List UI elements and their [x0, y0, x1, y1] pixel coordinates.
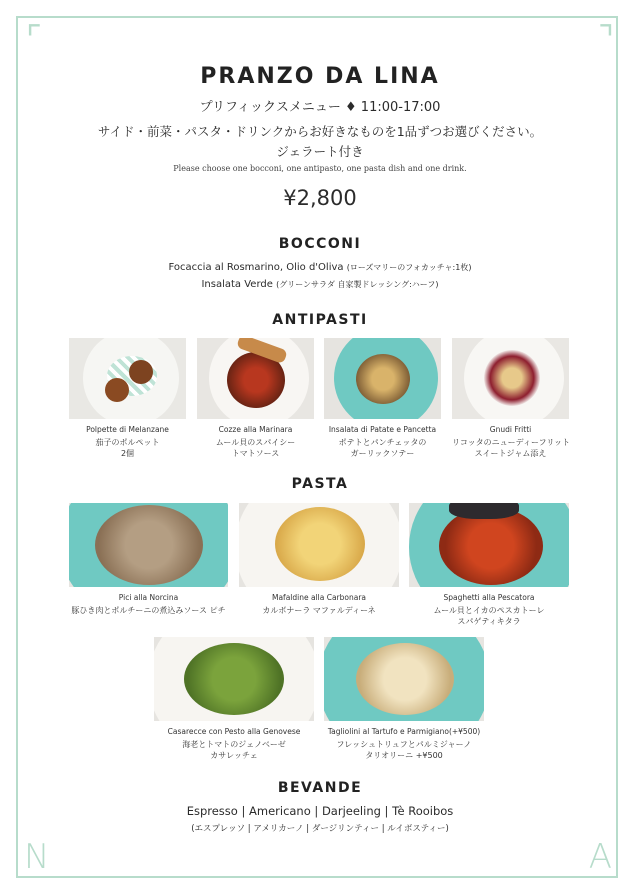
dish-description: カサレッチェ: [210, 751, 258, 760]
dish-name: Cozze alla Marinara: [218, 425, 293, 434]
dish-description: リコッタのニューディーフリット: [452, 438, 570, 447]
bocconi-item: [0, 262, 640, 273]
dish-description: 海老とトマトのジェノベーゼ: [182, 740, 286, 749]
dish-name: Casarecce con Pesto alla Genovese: [167, 727, 301, 736]
corner-logo-a: A: [588, 837, 612, 877]
dish-photo-pici: [69, 503, 228, 587]
bocconi-item-jp: (ローズマリーのフォカッチャ:1枚): [346, 263, 472, 272]
dish-photo-tagliolini: [324, 637, 484, 721]
dish-description: ムール貝のスパイシー: [215, 438, 296, 447]
dish-card: [324, 637, 484, 761]
dish-description: フレッシュトリュフとパルミジャーノ: [336, 740, 472, 749]
dish-name: Pici alla Norcina: [118, 593, 179, 602]
dish-name: Insalata di Patate e Pancetta: [328, 425, 437, 434]
dish-photo-gnudi: [452, 338, 569, 419]
dish-description: ムール貝とイカのペスカトーレ: [433, 606, 545, 615]
dish-description: カルボナーラ マファルディーネ: [262, 606, 376, 615]
dish-description: 茄子のポルペット: [95, 438, 160, 447]
dish-photo-pescatora: [409, 503, 569, 587]
dish-name: Mafaldine alla Carbonara: [271, 593, 367, 602]
dish-description: トマトソース: [231, 449, 280, 458]
dish-photo-casarecce: [154, 637, 314, 721]
dish-photo-cozze: [197, 338, 314, 419]
dish-description: 豚ひき肉とポルチーニの煮込みソース ピチ: [71, 606, 226, 615]
dish-photo-polpette: [69, 338, 186, 419]
bocconi-item: [0, 279, 640, 290]
corner-logo-n: N: [24, 837, 50, 877]
gelato-note: ジェラート付き: [276, 144, 364, 159]
dish-card: [324, 338, 441, 459]
dish-photo-insalata: [324, 338, 441, 419]
bocconi-item-name: Insalata Verde: [201, 279, 273, 290]
section-heading-pasta: PASTA: [291, 476, 349, 492]
bocconi-item-jp: (グリーンサラダ 自家製ドレッシング:ハーフ): [276, 280, 439, 289]
dish-card: [239, 503, 399, 616]
section-heading-bevande: BEVANDE: [277, 780, 363, 796]
dish-description: ガーリックソテー: [350, 449, 415, 458]
menu-price: ¥2,800: [283, 186, 357, 210]
dish-description: スイートジャム添え: [474, 449, 547, 458]
intro-japanese: サイド・前菜・パスタ・ドリンクからお好きなものを1品ずつお選びください。: [97, 124, 543, 139]
bocconi-item-name: Focaccia al Rosmarino, Olio d'Oliva: [168, 262, 344, 273]
corner-ornament-top-right: ⌝: [598, 19, 614, 59]
dish-card: [154, 637, 314, 761]
intro-english: Please choose one bocconi, one antipasto, one pasta dish and one drink.: [173, 164, 467, 173]
dish-description: 2個: [120, 449, 135, 458]
drinks-list: Espresso | Americano | Darjeeling | Tè Rooibos: [186, 804, 454, 818]
dish-name: Tagliolini al Tartufo e Parmigiano(+¥500): [327, 727, 481, 736]
menu-title: PRANZO DA LINA: [200, 64, 440, 89]
dish-card: [409, 503, 569, 627]
section-heading-bocconi: BOCCONI: [278, 236, 362, 252]
dish-name: Gnudi Fritti: [489, 425, 532, 434]
drinks-list-japanese: (エスプレッソ | アメリカーノ | ダージリンティー | ルイボスティー): [191, 824, 449, 834]
dish-description: スパゲティキタラ: [457, 617, 521, 626]
dish-card: [69, 503, 228, 616]
corner-ornament-top-left: ⌜: [26, 19, 42, 59]
dish-description: タリオリーニ +¥500: [365, 751, 443, 760]
dish-photo-mafaldine: [239, 503, 399, 587]
dish-description: ポテトとパンチェッタの: [338, 438, 427, 447]
dish-name: Spaghetti alla Pescatora: [443, 593, 535, 602]
dish-card: [69, 338, 186, 459]
section-heading-antipasti: ANTIPASTI: [272, 312, 368, 328]
dish-name: Polpette di Melanzane: [86, 425, 169, 434]
menu-subtitle: プリフィックスメニュー ♦ 11:00-17:00: [199, 100, 441, 115]
dish-card: [452, 338, 569, 459]
dish-card: [197, 338, 314, 459]
